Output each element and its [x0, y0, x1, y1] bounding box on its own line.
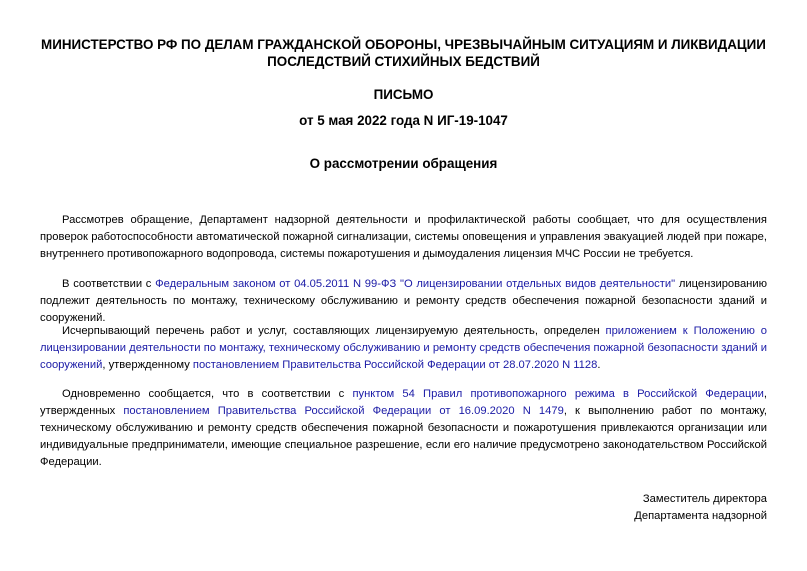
paragraph-3-middle: , утвержденному [102, 359, 193, 371]
signature-position: Заместитель директора [642, 493, 767, 505]
paragraph-4-middle: , утвержденных [40, 388, 767, 417]
paragraph-4-text [40, 386, 767, 471]
ministry-title: МИНИСТЕРСТВО РФ ПО ДЕЛАМ ГРАЖДАНСКОЙ ОБОРОНЫ, ЧРЕЗВЫЧАЙНЫМ СИТУАЦИЯМ И ЛИКВИДАЦИИ ПОСЛЕДСТВИЙ СТИХИЙНЫХ БЕДСТВИЙ [41, 37, 766, 69]
paragraph-2-after: лицензированию подлежит деятельность по монтажу, техническому обслуживанию и ремонту средств обеспечения пожарной безопасности зданий и сооружений. [40, 278, 768, 324]
paragraph-3 [40, 323, 767, 374]
paragraph-3-after: . [597, 359, 601, 371]
federal-law-link[interactable]: Федеральным законом от 04.05.2011 N 99-ФЗ "О лицензировании отдельных видов деятельности" [155, 278, 676, 290]
paragraph-2 [40, 276, 767, 327]
paragraph-3-text [40, 323, 767, 374]
paragraph-1-text: Рассмотрев обращение, Департамент надзорной деятельности и профилактической работы сообщает, что для осуществления проверок работоспособности автоматической пожарной сигнализации, системы оповещения и управления эвакуацией людей при пожаре, внутреннего противопожарного водопровода, системы пожаротушения и дымоудаления лицензия МЧС России не требуется. [40, 214, 767, 260]
paragraph-3-before: Исчерпывающий перечень работ и услуг, составляющих лицензируемую деятельность, определен [62, 325, 606, 337]
document-type: ПИСЬМО [373, 87, 434, 102]
paragraph-4 [40, 386, 767, 471]
paragraph-4-after: , к выполнению работ по монтажу, техническому обслуживанию и ремонту средств обеспечения пожарной безопасности и пожаротушения привлекаются организации или индивидуальные предприниматели, имеющие специальное разрешение, если его наличие предусмотрено законодательством Российской Федерации. [40, 405, 767, 468]
paragraph-2-before: В соответствии с [62, 278, 156, 290]
document-subject: О рассмотрении обращения [309, 156, 498, 171]
fire-regime-rules-link[interactable]: пунктом 54 Правил противопожарного режима в Российской Федерации [352, 388, 764, 400]
signature-department: Департамента надзорной [634, 510, 767, 522]
paragraph-1 [40, 212, 767, 263]
licensing-regulation-link[interactable]: приложением к Положению о лицензировании деятельности по монтажу, техническому обслуживанию и ремонту средств обеспечения пожарной безопасности зданий и сооружений [40, 325, 767, 371]
paragraph-2-text [40, 276, 767, 327]
paragraph-4-before: Одновременно сообщается, что в соответствии с [62, 388, 353, 400]
government-decree-1479-link[interactable]: постановлением Правительства Российской Федерации от 16.09.2020 N 1479 [123, 405, 564, 417]
document-date-number: от 5 мая 2022 года N ИГ-19-1047 [299, 113, 508, 128]
government-decree-1128-link[interactable]: постановлением Правительства Российской Федерации от 28.07.2020 N 1128 [192, 359, 598, 371]
